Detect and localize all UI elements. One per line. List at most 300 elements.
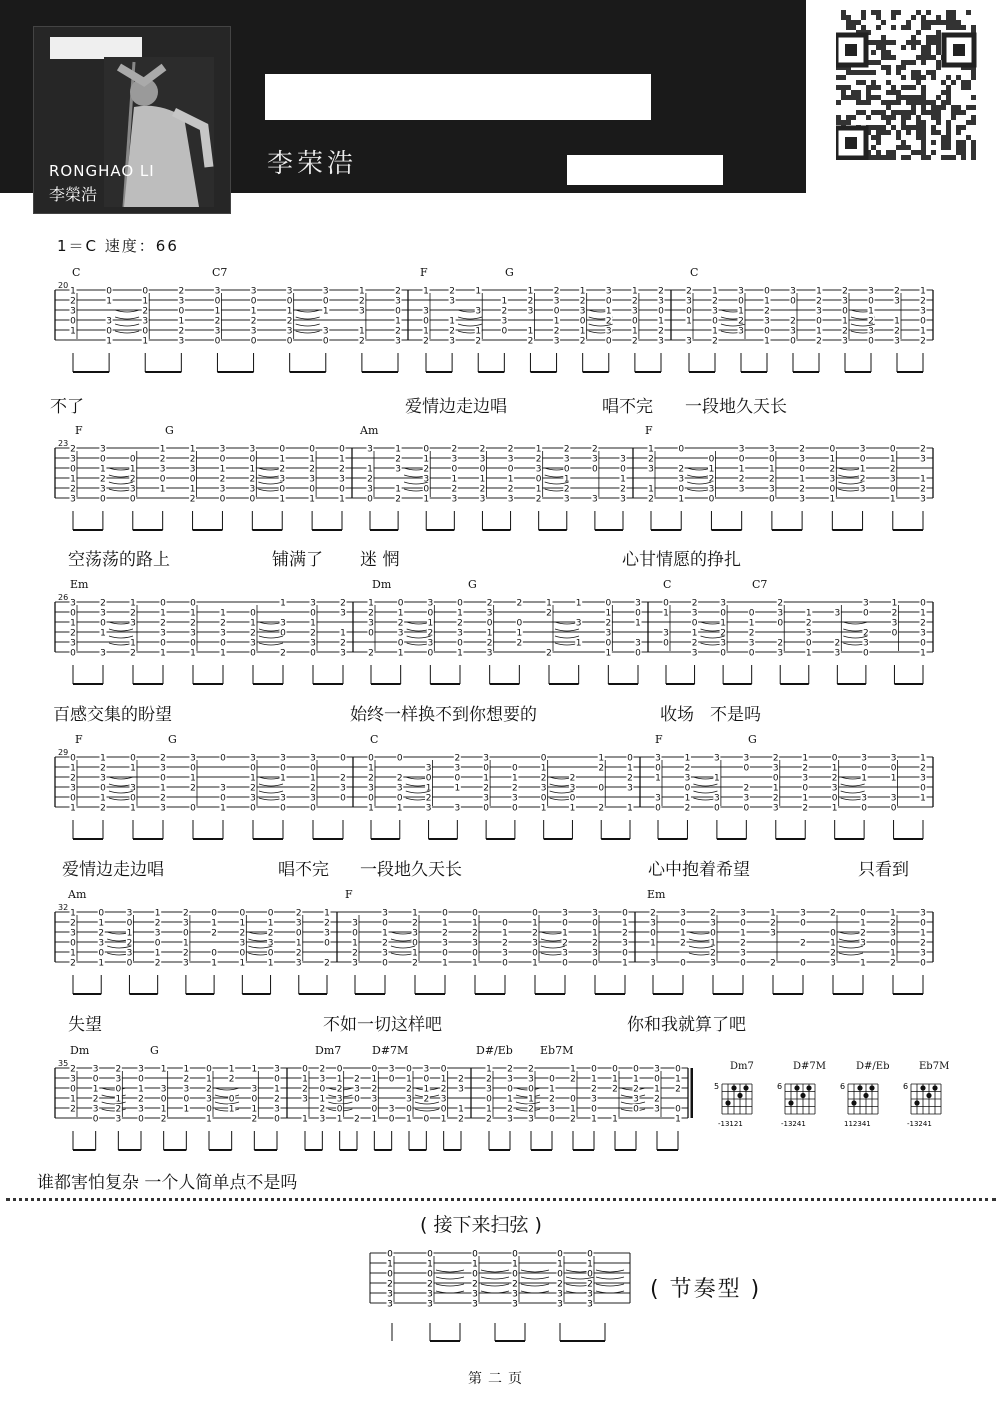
fret-number: 3 xyxy=(310,638,316,649)
fret-number: 0 xyxy=(70,938,76,949)
fret-number: 1 xyxy=(183,1104,190,1115)
fret-number: 3 xyxy=(309,474,315,485)
fret-number: 1 xyxy=(920,793,926,804)
fret-number: 1 xyxy=(486,628,493,639)
fret-number: 0 xyxy=(678,484,685,495)
fret-number: 2 xyxy=(748,628,755,639)
chord-name: F xyxy=(645,424,653,437)
fret-number: 3 xyxy=(859,444,866,455)
lyric-line: 爱情边走边唱 xyxy=(405,397,507,417)
fret-number: 3 xyxy=(396,783,403,794)
fret-number: 3 xyxy=(528,1114,534,1125)
fret-number: 3 xyxy=(249,484,256,495)
fret-number: 2 xyxy=(92,1094,99,1105)
fret-number: 0 xyxy=(738,454,745,465)
fret-number: 0 xyxy=(708,454,715,465)
fret-number: 0 xyxy=(220,753,226,764)
fret-number: 3 xyxy=(395,336,401,347)
chord-name: D#7M xyxy=(372,1044,409,1057)
fret-number: 0 xyxy=(286,336,293,347)
artist-name: 李荣浩 xyxy=(267,149,358,179)
fret-number: 2 xyxy=(395,494,401,505)
fret-number: 3 xyxy=(388,1104,395,1115)
fret-number: 3 xyxy=(159,464,166,475)
fret-number: 0 xyxy=(562,918,568,929)
fret-number: 0 xyxy=(220,793,226,804)
fret-number: 1 xyxy=(183,1064,190,1075)
fret-number: 0 xyxy=(592,464,598,475)
fret-number: 0 xyxy=(720,648,726,659)
fret-number: 1 xyxy=(598,753,605,764)
fret-number: 0 xyxy=(249,454,256,465)
fret-number: 0 xyxy=(70,648,76,659)
chord-name: G xyxy=(748,733,757,746)
fret-number: 0 xyxy=(250,803,256,814)
fret-number: 0 xyxy=(748,648,755,659)
fret-number: 1 xyxy=(663,608,669,619)
fret-number: 2 xyxy=(472,928,478,939)
fret-number: 0 xyxy=(532,948,538,959)
fret-number: 0 xyxy=(570,1094,576,1105)
fret-number: 0 xyxy=(540,753,547,764)
fret-number: 1 xyxy=(686,316,692,327)
chord-diagram xyxy=(903,1074,961,1134)
fret-number: 3 xyxy=(472,1299,478,1310)
fret-number: 2 xyxy=(310,628,316,639)
fret-number: 0 xyxy=(92,1074,99,1085)
fret-number: 0 xyxy=(483,763,489,774)
fret-number: 1 xyxy=(371,1074,378,1085)
fret-number: 1 xyxy=(412,908,418,919)
fret-number: 2 xyxy=(894,326,900,337)
chord-name: G xyxy=(505,266,514,279)
fret-number: 1 xyxy=(206,1074,212,1085)
fret-number: 0 xyxy=(423,1114,430,1125)
fret-number: 3 xyxy=(310,753,316,764)
fret-number: 0 xyxy=(340,793,346,804)
fret-number: 1 xyxy=(920,326,926,337)
fret-number: 1 xyxy=(516,628,523,639)
fret-number: 2 xyxy=(658,286,664,297)
fret-number: 0 xyxy=(501,326,508,337)
fret-number: 0 xyxy=(790,296,796,307)
fret-number: 1 xyxy=(720,618,726,629)
fret-number: 2 xyxy=(211,928,217,939)
fret-number: 1 xyxy=(805,608,812,619)
lyric-line: 你和我就算了吧 xyxy=(627,1015,746,1035)
fret-number: 3 xyxy=(834,648,841,659)
fret-number: 0 xyxy=(412,938,418,949)
fret-number: 0 xyxy=(587,1269,593,1280)
fret-number: 0 xyxy=(178,306,185,317)
fret-number: 3 xyxy=(70,928,76,939)
fret-number: 3 xyxy=(535,464,542,475)
fret-number: 1 xyxy=(352,938,358,949)
fret-number: 1 xyxy=(395,484,401,495)
qr-code-icon xyxy=(836,10,978,160)
fret-number: 2 xyxy=(894,286,900,297)
fret-number: 1 xyxy=(532,918,538,929)
fret-number: 1 xyxy=(805,648,812,659)
fret-number: 1 xyxy=(738,464,745,475)
fret-number: 1 xyxy=(563,474,570,485)
fret-number: 3 xyxy=(708,484,715,495)
fret-number: 1 xyxy=(250,306,257,317)
fret-number: 2 xyxy=(562,938,568,949)
fret-number: 3 xyxy=(842,336,848,347)
fret-number: 1 xyxy=(367,464,373,475)
fret-number: 0 xyxy=(274,1114,280,1125)
fret-number: 3 xyxy=(70,494,76,505)
fret-number: 0 xyxy=(579,316,586,327)
fret-number: 3 xyxy=(562,948,568,959)
fret-number: 0 xyxy=(740,958,746,969)
chord-name: C xyxy=(72,266,81,279)
fret-number: 3 xyxy=(100,648,106,659)
fret-number: 1 xyxy=(130,638,136,649)
fret-number: 1 xyxy=(654,1084,660,1095)
fret-number: 1 xyxy=(738,306,744,317)
fret-number: 0 xyxy=(605,296,612,307)
fret-number: 0 xyxy=(748,608,755,619)
fret-number: 0 xyxy=(160,1094,167,1105)
fret-number: 0 xyxy=(549,1114,555,1125)
fret-number: 2 xyxy=(406,1084,412,1095)
fret-number: 0 xyxy=(712,316,718,327)
fret-number: 3 xyxy=(126,908,133,919)
fret-number: 1 xyxy=(769,464,775,475)
fret-number: 1 xyxy=(368,763,374,774)
fret-number: 3 xyxy=(70,306,76,317)
fret-number: 3 xyxy=(831,783,838,794)
fret-number: 3 xyxy=(160,1084,167,1095)
fret-number: 2 xyxy=(743,783,750,794)
fret-number: 1 xyxy=(507,474,514,485)
fret-number: 0 xyxy=(868,336,874,347)
fret-number: 3 xyxy=(894,296,900,307)
fret-number: 2 xyxy=(648,454,654,465)
fret-number: 2 xyxy=(396,773,403,784)
fret-number: 0 xyxy=(457,638,463,649)
fret-number: 3 xyxy=(777,608,784,619)
fret-number: 3 xyxy=(805,628,812,639)
fret-number: 2 xyxy=(340,598,346,609)
fret-number: 1 xyxy=(130,763,136,774)
fret-number: 0 xyxy=(553,306,560,317)
fret-number: 2 xyxy=(449,286,455,297)
fret-number: 1 xyxy=(427,618,434,629)
fret-number: 3 xyxy=(279,474,286,485)
fret-number: 1 xyxy=(802,753,809,764)
fret-number: 0 xyxy=(890,803,897,814)
fret-number: 2 xyxy=(250,628,256,639)
fret-number: 3 xyxy=(336,1094,343,1105)
album-cover xyxy=(33,26,231,214)
fret-number: 0 xyxy=(442,948,448,959)
fret-number: 0 xyxy=(322,296,329,307)
fret-number: 2 xyxy=(220,618,226,629)
fret-number: 3 xyxy=(440,1094,447,1105)
fret-number: 1 xyxy=(423,326,429,337)
fret-number: 3 xyxy=(605,628,612,639)
fret-number: 1 xyxy=(395,316,401,327)
fret-number: 1 xyxy=(310,618,316,629)
fret-number: 2 xyxy=(592,444,598,455)
tab-staff xyxy=(50,443,938,553)
fret-number: 1 xyxy=(396,803,403,814)
fret-number: 3 xyxy=(425,803,432,814)
fret-number: 1 xyxy=(512,1259,518,1270)
chord-name: Dm7 xyxy=(315,1044,342,1057)
fret-number: 0 xyxy=(592,958,598,969)
fret-number: 0 xyxy=(183,928,189,939)
fret-number: 3 xyxy=(274,1064,280,1075)
fret-number: 3 xyxy=(769,444,775,455)
fret-number: 3 xyxy=(748,638,755,649)
fret-number: 3 xyxy=(442,938,448,949)
fret-number: 0 xyxy=(861,763,867,774)
fret-number: 2 xyxy=(352,948,358,959)
fret-number: 1 xyxy=(220,803,226,814)
fret-number: 2 xyxy=(591,1084,597,1095)
fret-number: 1 xyxy=(425,783,432,794)
fret-number: 3 xyxy=(605,326,612,337)
fret-number: 2 xyxy=(612,1084,618,1095)
fret-number: 1 xyxy=(190,648,196,659)
fret-number: 2 xyxy=(708,474,715,485)
lyric-line: 收场 xyxy=(660,705,694,725)
fret-number: 3 xyxy=(423,474,430,485)
fret-number: 1 xyxy=(579,326,586,337)
fret-number: 3 xyxy=(138,1104,144,1115)
fret-number: 3 xyxy=(98,938,105,949)
fret-number: 3 xyxy=(772,803,779,814)
fret-number: 1 xyxy=(770,908,776,919)
fret-number: 1 xyxy=(527,326,534,337)
fret-number: 3 xyxy=(220,783,226,794)
fret-number: 0 xyxy=(605,336,612,347)
fret-number: 3 xyxy=(889,474,896,485)
finger-numbers: 112341 xyxy=(844,1120,871,1128)
fret-number: 2 xyxy=(324,918,330,929)
fret-number: 3 xyxy=(799,494,805,505)
fret-number: 0 xyxy=(831,793,838,804)
fret-number: 2 xyxy=(570,1114,576,1125)
fret-number: 2 xyxy=(740,938,746,949)
fret-number: 2 xyxy=(70,1064,76,1075)
fret-number: 0 xyxy=(472,1249,478,1260)
fret-number: 2 xyxy=(790,316,796,327)
fret-position: 6 xyxy=(777,1082,783,1091)
fret-number: 2 xyxy=(451,444,458,455)
fret-number: 0 xyxy=(106,286,112,297)
fret-number: 1 xyxy=(802,793,809,804)
fret-number: 0 xyxy=(309,444,315,455)
fret-number: 1 xyxy=(549,1084,555,1095)
fret-number: 2 xyxy=(190,618,196,629)
fret-number: 3 xyxy=(302,1094,308,1105)
fret-number: 2 xyxy=(528,1064,534,1075)
fret-number: 3 xyxy=(214,286,221,297)
fret-number: 1 xyxy=(154,908,161,919)
fret-number: 2 xyxy=(160,753,166,764)
fret-number: 3 xyxy=(129,484,136,495)
fret-number: 1 xyxy=(309,494,315,505)
fret-number: 1 xyxy=(160,608,166,619)
chord-diagram-name: Dm7 xyxy=(730,1061,754,1072)
fret-number: 1 xyxy=(98,958,105,969)
fret-number: 3 xyxy=(790,286,796,297)
fret-number: 0 xyxy=(280,628,286,639)
fret-number: 2 xyxy=(458,1114,464,1125)
fret-number: 3 xyxy=(100,444,106,455)
fret-number: 2 xyxy=(178,326,185,337)
fret-number: 1 xyxy=(612,1114,618,1125)
fret-number: 0 xyxy=(396,793,403,804)
fret-number: 3 xyxy=(319,1114,326,1125)
fret-number: 3 xyxy=(454,763,461,774)
fret-number: 0 xyxy=(368,753,374,764)
fret-number: 1 xyxy=(387,1259,393,1270)
fret-number: 0 xyxy=(891,628,898,639)
fret-number: 1 xyxy=(160,1064,167,1075)
fret-number: 2 xyxy=(395,286,401,297)
fret-number: 2 xyxy=(274,1094,280,1105)
fret-number: 1 xyxy=(591,1074,597,1085)
fret-number: 3 xyxy=(239,938,246,949)
fret-number: 0 xyxy=(250,648,256,659)
fret-number: 2 xyxy=(451,484,458,495)
fret-number: 2 xyxy=(340,773,346,784)
fret-number: 2 xyxy=(340,638,346,649)
chord-name: F xyxy=(655,733,663,746)
fret-number: 2 xyxy=(507,1104,513,1115)
fret-number: 2 xyxy=(251,1114,258,1125)
fret-number: 2 xyxy=(98,928,105,939)
fret-number: 1 xyxy=(890,773,897,784)
fret-number: 2 xyxy=(579,336,586,347)
fret-number: 0 xyxy=(486,1094,492,1105)
fret-number: 2 xyxy=(738,316,744,327)
fret-number: 3 xyxy=(622,938,628,949)
fret-number: 1 xyxy=(70,474,76,485)
fret-number: 1 xyxy=(648,484,654,495)
fret-number: 2 xyxy=(219,474,226,485)
fret-number: 0 xyxy=(267,908,274,919)
lyric-line: 一段地久天长 xyxy=(360,860,462,880)
fret-number: 1 xyxy=(472,1259,478,1270)
fret-number: 3 xyxy=(720,598,726,609)
fret-number: 3 xyxy=(70,638,76,649)
fret-number: 3 xyxy=(70,598,76,609)
fret-number: 3 xyxy=(427,1289,433,1300)
fret-number: 0 xyxy=(250,296,257,307)
fret-number: 2 xyxy=(309,464,315,475)
fret-number: 3 xyxy=(861,793,867,804)
fret-number: 3 xyxy=(142,316,149,327)
fret-number: 1 xyxy=(890,948,896,959)
fret-number: 2 xyxy=(622,928,628,939)
fret-number: 0 xyxy=(633,1104,639,1115)
fret-number: 2 xyxy=(159,454,166,465)
fret-number: 2 xyxy=(138,1094,144,1105)
fret-number: 3 xyxy=(486,1084,492,1095)
fret-number: 3 xyxy=(512,1289,518,1300)
album-title-cn: 李榮浩 xyxy=(49,185,98,204)
fret-number: 2 xyxy=(799,444,805,455)
fret-number: 0 xyxy=(387,1249,393,1260)
fret-number: 2 xyxy=(769,474,775,485)
fret-number: 0 xyxy=(130,793,136,804)
fret-number: 0 xyxy=(70,608,76,619)
fret-number: 3 xyxy=(502,948,508,959)
fret-number: 3 xyxy=(368,783,374,794)
fret-number: 3 xyxy=(738,484,745,495)
fret-number: 3 xyxy=(920,773,926,784)
fret-number: 2 xyxy=(479,444,486,455)
fret-number: 0 xyxy=(708,494,715,505)
fret-number: 1 xyxy=(219,464,226,475)
fret-number: 0 xyxy=(388,1114,395,1125)
fret-number: 0 xyxy=(920,638,926,649)
fret-number: 0 xyxy=(367,494,373,505)
fret-number: 3 xyxy=(352,918,358,929)
fret-number: 1 xyxy=(570,1104,576,1115)
fret-number: 2 xyxy=(720,628,726,639)
fret-number: 3 xyxy=(714,793,720,804)
fret-number: 1 xyxy=(684,753,691,764)
fret-number: 1 xyxy=(309,454,315,465)
fret-number: 1 xyxy=(106,336,112,347)
fret-number: 2 xyxy=(206,1084,212,1095)
fret-number: 0 xyxy=(211,948,217,959)
fret-number: 3 xyxy=(740,908,746,919)
fret-number: 2 xyxy=(189,454,196,465)
fret-number: 1 xyxy=(70,948,76,959)
fret-number: 0 xyxy=(605,638,612,649)
fret-number: 3 xyxy=(740,948,746,959)
fret-number: 0 xyxy=(516,618,523,629)
fret-number: 3 xyxy=(920,494,926,505)
fret-number: 1 xyxy=(159,484,166,495)
fret-number: 2 xyxy=(579,296,586,307)
fret-number: 0 xyxy=(633,1064,639,1075)
chord-name: F xyxy=(420,266,428,279)
fret-number: 1 xyxy=(190,608,196,619)
fret-number: 2 xyxy=(319,1064,326,1075)
fret-number: 0 xyxy=(684,783,691,794)
fret-number: 3 xyxy=(339,474,345,485)
fret-number: 3 xyxy=(842,296,848,307)
fret-number: 2 xyxy=(802,763,809,774)
fret-number: 1 xyxy=(622,958,628,969)
fret-number: 0 xyxy=(769,454,775,465)
fret-number: 3 xyxy=(483,793,489,804)
fret-number: 1 xyxy=(154,948,161,959)
fret-number: 2 xyxy=(920,444,926,455)
fret-number: 2 xyxy=(830,908,836,919)
fret-number: 2 xyxy=(395,326,401,337)
chord-name: G xyxy=(165,424,174,437)
fret-number: 1 xyxy=(860,918,866,929)
fret-number: 3 xyxy=(920,628,926,639)
fret-number: 2 xyxy=(680,938,686,949)
fret-number: 1 xyxy=(708,464,715,475)
fret-number: 1 xyxy=(190,773,196,784)
fret-number: 0 xyxy=(183,1094,190,1105)
fret-number: 3 xyxy=(678,474,685,485)
next-section-label: ( 接下来扫弦 ) xyxy=(420,1214,542,1236)
